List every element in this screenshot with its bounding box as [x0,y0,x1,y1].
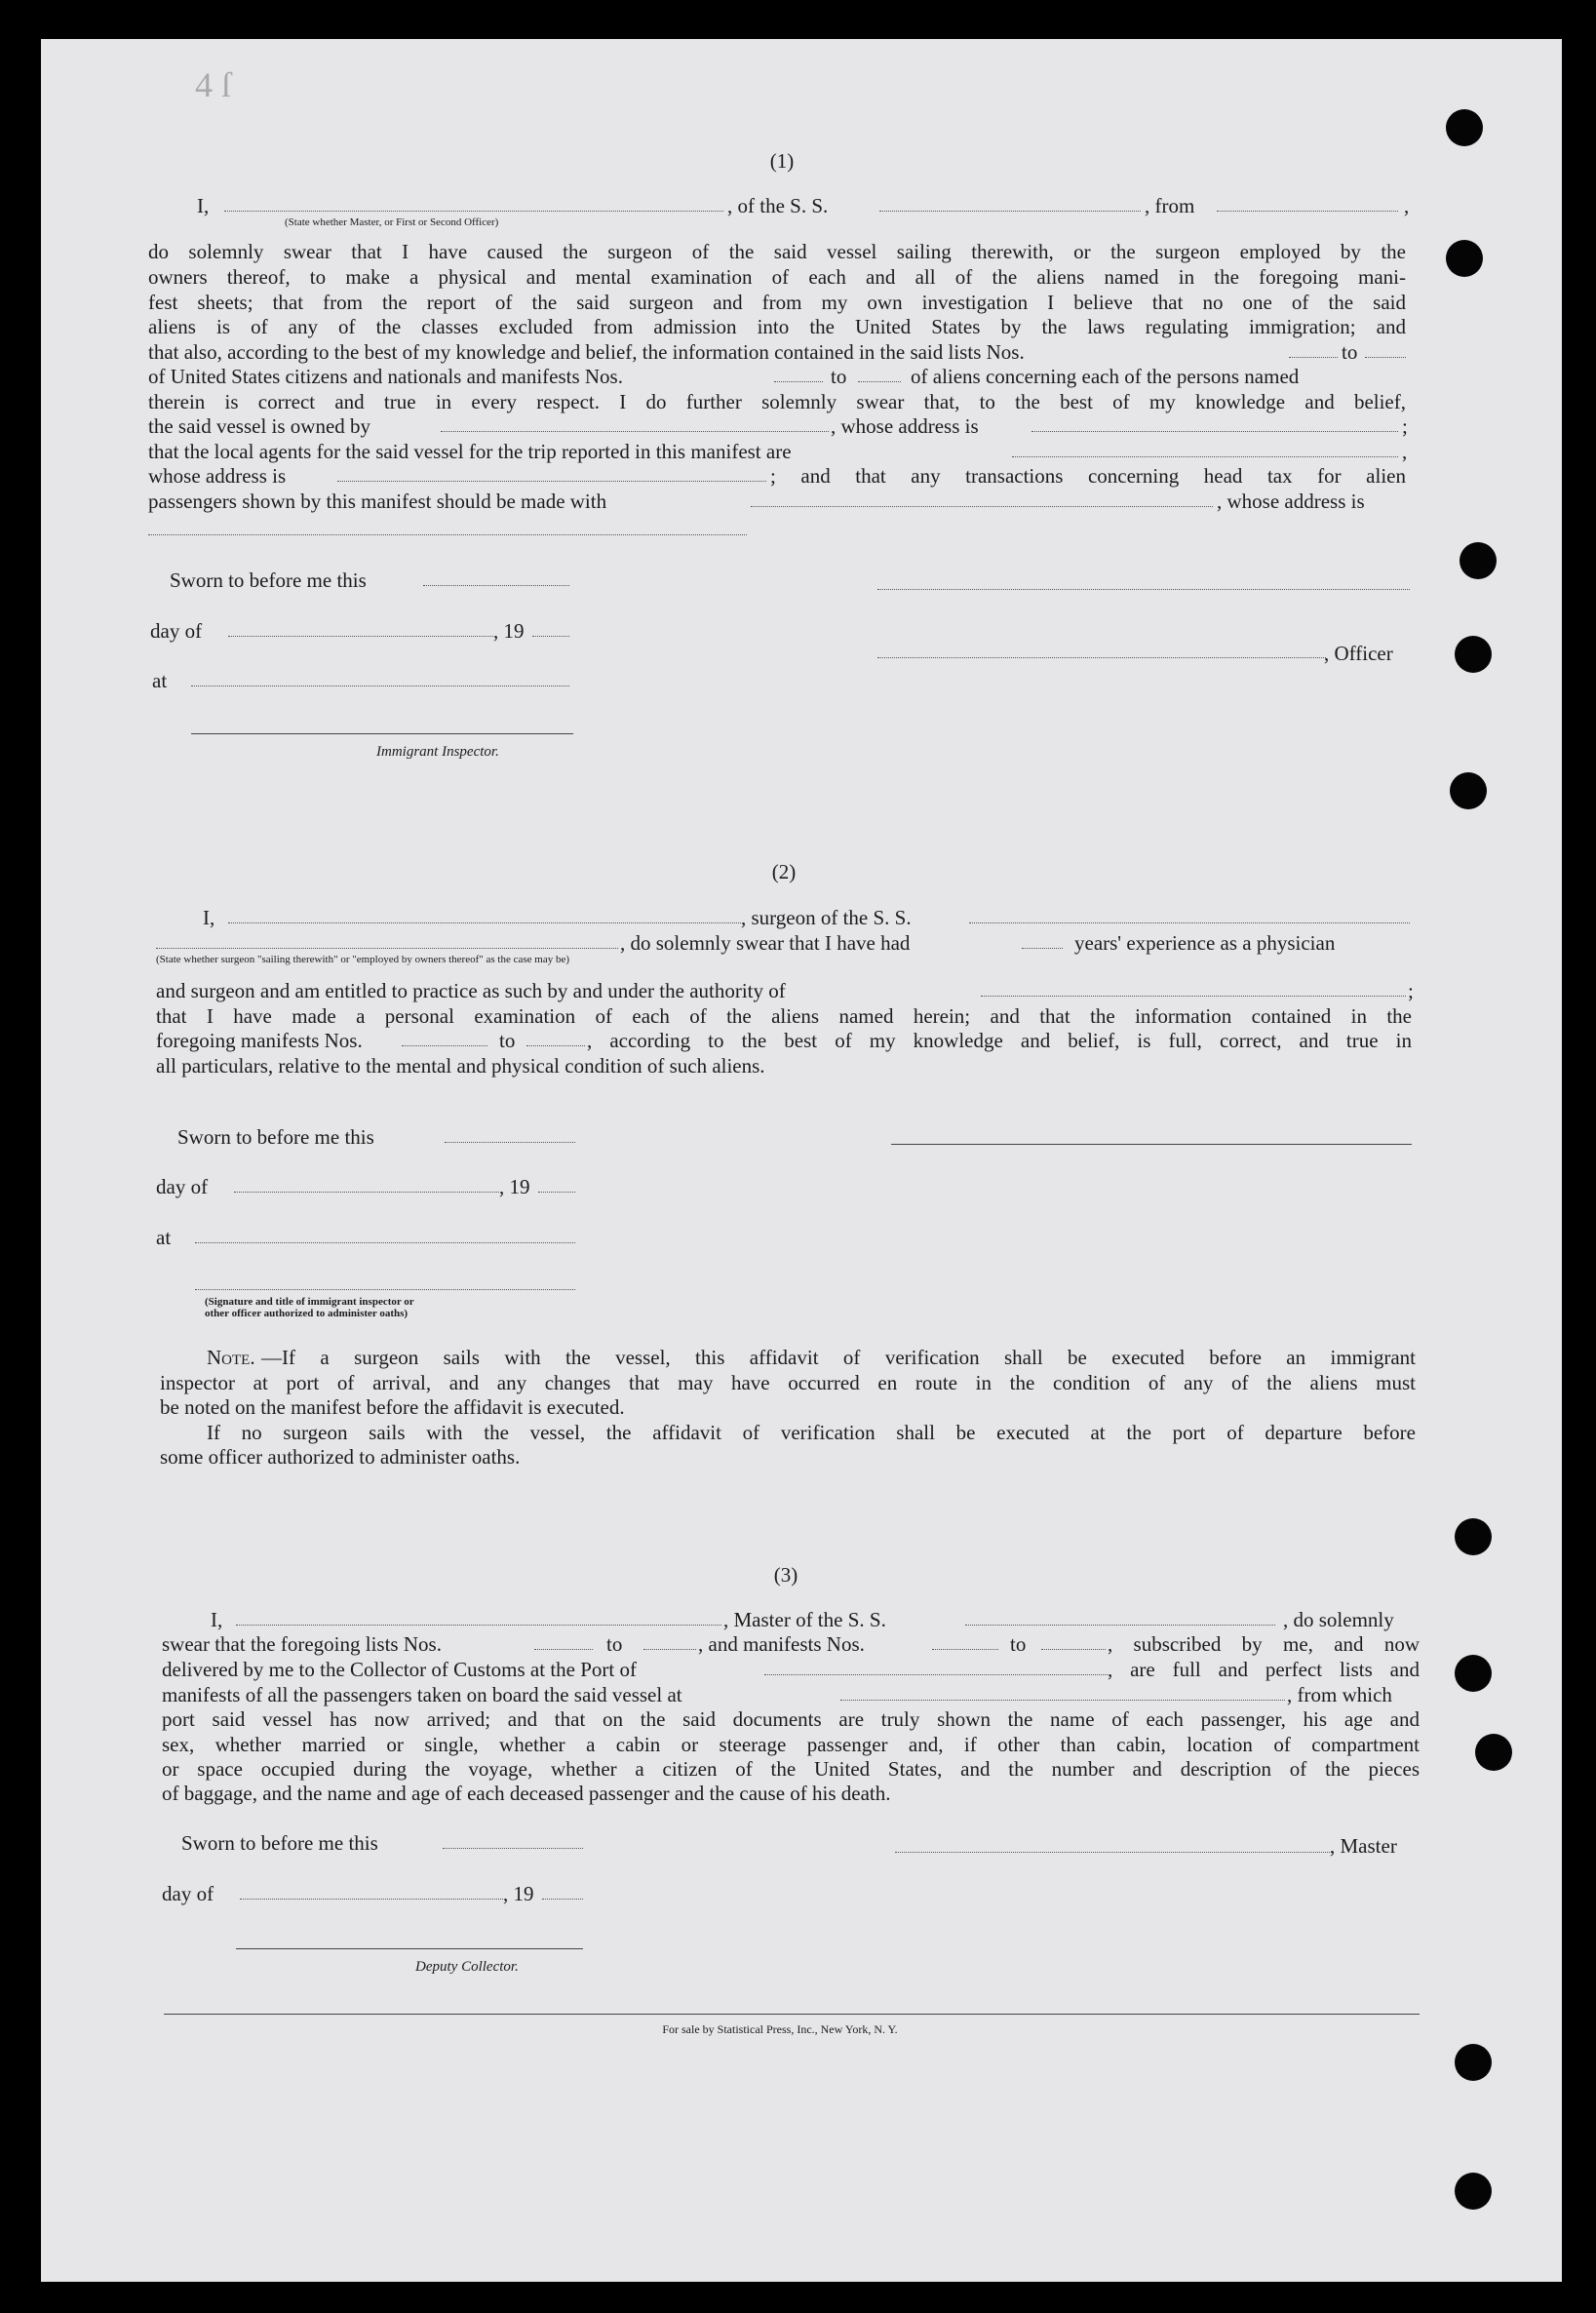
to-label: to [499,1029,516,1052]
place-blank[interactable] [195,1242,575,1243]
surgeon-signature-line[interactable] [891,1144,1412,1145]
oath-line: sex, whether married or single, whether a cabin or steerage passenger and, if other than cabin, location of compartment [162,1733,1420,1756]
section-number: (1) [769,149,795,173]
punch-hole [1475,1734,1512,1771]
i-label: I, [211,1608,223,1631]
oath-line: , and manifests Nos. [698,1632,865,1656]
oath-line: or space occupied during the voyage, whether a citizen of the United States, and the number and description of the pieces [162,1757,1420,1781]
sworn-label: Sworn to before me this [170,568,367,592]
inspector-signature-line[interactable] [191,733,573,734]
sworn-day-blank[interactable] [443,1848,583,1849]
note-line: —If a surgeon sails with the vessel, this affidavit of verification shall be executed before an immigrant [261,1346,1416,1369]
at-label: at [156,1226,172,1249]
semicolon: ; [1402,414,1408,438]
punch-hole [1455,2173,1492,2210]
sworn-label: Sworn to before me this [177,1125,374,1149]
day-of-label: day of [156,1175,209,1198]
officer-label: , Officer [1324,642,1393,665]
address-label: , whose address is [831,414,979,438]
oath-line: that I have made a personal examination of each of the aliens named herein; and that the information contained in the [156,1004,1412,1028]
section-number: (2) [771,860,797,883]
oath-line: , whose address is [1217,490,1365,513]
i-label: I, [203,906,215,929]
comma: , [1402,440,1408,463]
year-label: , 19 [493,619,525,643]
signature-caption: other officer authorized to administer oaths) [205,1308,409,1319]
oath-line: the said vessel is owned by [148,414,371,438]
of-ss-label: , of the S. S. [727,194,829,217]
surgeon-vessel-blank[interactable] [969,922,1410,923]
month-blank[interactable] [228,636,493,637]
years-blank[interactable] [1022,948,1063,949]
note-line: If no surgeon sails with the vessel, the affidavit of verification shall be executed at the port of departure before [207,1421,1416,1444]
footer-rule [164,2014,1420,2015]
month-blank[interactable] [234,1192,499,1193]
year-label: , 19 [499,1175,530,1198]
owner-blank[interactable] [441,431,829,432]
year-blank[interactable] [542,1899,583,1900]
from-port-blank[interactable] [1217,211,1398,212]
semicolon: ; [1408,979,1414,1002]
oath-line: delivered by me to the Collector of Customs at the Port of [162,1658,637,1681]
collector-caption: Deputy Collector. [415,1959,519,1975]
i-label: I, [197,194,210,217]
head-tax-contact-blank[interactable] [751,506,1213,507]
master-signature-blank[interactable] [895,1852,1332,1853]
punch-hole [1455,1518,1492,1555]
oath-line: ; and that any transactions concerning head tax for alien [770,464,1406,488]
collector-signature-line[interactable] [236,1948,583,1949]
signature-caption: (Signature and title of immigrant inspector or [205,1296,414,1308]
inspector-caption: Immigrant Inspector. [376,744,499,760]
sworn-day-blank[interactable] [445,1142,575,1143]
oath-line: whose address is [148,464,287,488]
field-note: (State whether surgeon "sailing therewith" or "employed by owners thereof" as the case may be) [156,954,570,965]
officer-blank[interactable] [877,657,1326,658]
surgeon-label: , surgeon of the S. S. [741,906,912,929]
oath-line: manifests of all the passengers taken on board the said vessel at [162,1683,682,1706]
oath-line: of baggage, and the name and age of each deceased passenger and the cause of his death. [162,1782,891,1805]
oath-line: aliens is of any of the classes excluded from admission into the United States by the laws regulating immigration; and [148,315,1406,338]
port-blank[interactable] [764,1674,1108,1675]
oath-line: and surgeon and am entitled to practice as such by and under the authority of [156,979,786,1002]
manifests-to-blank[interactable] [1041,1649,1106,1650]
comma: , [1404,194,1410,217]
authority-blank[interactable] [981,996,1406,997]
master-name-blank[interactable] [236,1625,721,1626]
oath-line: years' experience as a physician [1074,931,1336,955]
year-blank[interactable] [538,1192,575,1193]
local-agents-blank[interactable] [1012,456,1398,457]
punch-hole [1455,636,1492,673]
lists-from-blank[interactable] [1289,357,1338,358]
oath-line: do solemnly swear that I have caused the surgeon of the said vessel sailing therewith, or the surgeon employed by the [148,240,1406,263]
oath-line: , subscribed by me, and now [1108,1632,1420,1656]
agents-address-blank[interactable] [337,481,766,482]
pencil-mark: 4 ſ [195,65,232,104]
section-number: (3) [773,1563,798,1587]
punch-hole [1455,2044,1492,2081]
oath-line: , according to the best of my knowledge and belief, is full, correct, and true in [587,1029,1412,1052]
owner-address-blank[interactable] [1032,431,1398,432]
boarding-port-blank[interactable] [840,1700,1285,1701]
sworn-day-blank[interactable] [423,585,569,586]
month-blank[interactable] [240,1899,503,1900]
surgeon-name-blank[interactable] [228,922,741,923]
master-caption: , Master [1330,1834,1397,1858]
oath-line: , are full and perfect lists and [1108,1658,1420,1681]
note-line: inspector at port of arrival, and any changes that may have occurred en route in the condition of any of the aliens must [160,1371,1416,1394]
punch-hole [1460,542,1497,579]
manifests-from-blank[interactable] [932,1649,998,1650]
note-line: be noted on the manifest before the affidavit is executed. [160,1395,625,1419]
vessel-name-blank[interactable] [879,211,1141,212]
manifests-from-blank[interactable] [774,381,823,382]
oath-line: of aliens concerning each of the persons named [911,365,1300,388]
note-head: Note. [207,1346,255,1369]
oath-line: , do solemnly swear that I have had [620,931,911,955]
to-label: to [831,365,847,388]
year-blank[interactable] [532,636,569,637]
oath-line: , do solemnly [1283,1608,1394,1631]
at-label: at [152,669,168,692]
punch-hole [1455,1655,1492,1692]
manifests-from-blank[interactable] [402,1045,487,1046]
witness-signature-blank[interactable] [195,1289,575,1290]
from-label: , from [1145,194,1195,217]
oath-line: therein is correct and true in every respect. I do further solemnly swear that, to the best of my knowledge and belief, [148,390,1406,413]
punch-hole [1450,772,1487,809]
lists-from-blank[interactable] [534,1649,593,1650]
oath-line: swear that the foregoing lists Nos. [162,1632,442,1656]
day-of-label: day of [150,619,203,643]
lists-to-blank[interactable] [643,1649,696,1650]
day-of-label: day of [162,1882,214,1905]
to-label: to [1010,1632,1027,1656]
master-label: , Master of the S. S. [723,1608,886,1631]
manifests-to-blank[interactable] [526,1045,585,1046]
manifests-to-blank[interactable] [858,381,901,382]
oath-line: port said vessel has now arrived; and that on the said documents are truly shown the name of each passenger, his age and [162,1707,1420,1731]
vessel-name-blank[interactable] [965,1625,1275,1626]
head-tax-address-blank[interactable] [148,534,747,535]
master-name-blank[interactable] [224,211,723,212]
lists-to-blank[interactable] [1365,357,1406,358]
oath-line: that the local agents for the said vessel for the trip reported in this manifest are [148,440,792,463]
punch-hole [1446,240,1483,277]
oath-line: , from which [1287,1683,1392,1706]
surgeon-status-blank[interactable] [156,948,618,949]
oath-line: owners thereof, to make a physical and mental examination of each and all of the aliens named in the foregoing mani- [148,265,1406,289]
officer-signature-blank[interactable] [877,589,1410,590]
oath-line: of United States citizens and nationals and manifests Nos. [148,365,623,388]
year-label: , 19 [503,1882,534,1905]
to-label: to [1342,340,1358,364]
oath-line: passengers shown by this manifest should be made with [148,490,607,513]
note-line: some officer authorized to administer oaths. [160,1445,521,1469]
field-note: (State whether Master, or First or Second Officer) [285,216,499,228]
to-label: to [606,1632,623,1656]
oath-line: all particulars, relative to the mental and physical condition of such aliens. [156,1054,765,1078]
oath-line: that also, according to the best of my knowledge and belief, the information contained in the said lists Nos. [148,340,1025,364]
sworn-label: Sworn to before me this [181,1831,378,1855]
printer-imprint: For sale by Statistical Press, Inc., New York, N. Y. [662,2022,898,2036]
oath-line: foregoing manifests Nos. [156,1029,363,1052]
oath-line: fest sheets; that from the report of the said surgeon and from my own investigation I believe that no one of the said [148,291,1406,314]
punch-hole [1446,109,1483,146]
